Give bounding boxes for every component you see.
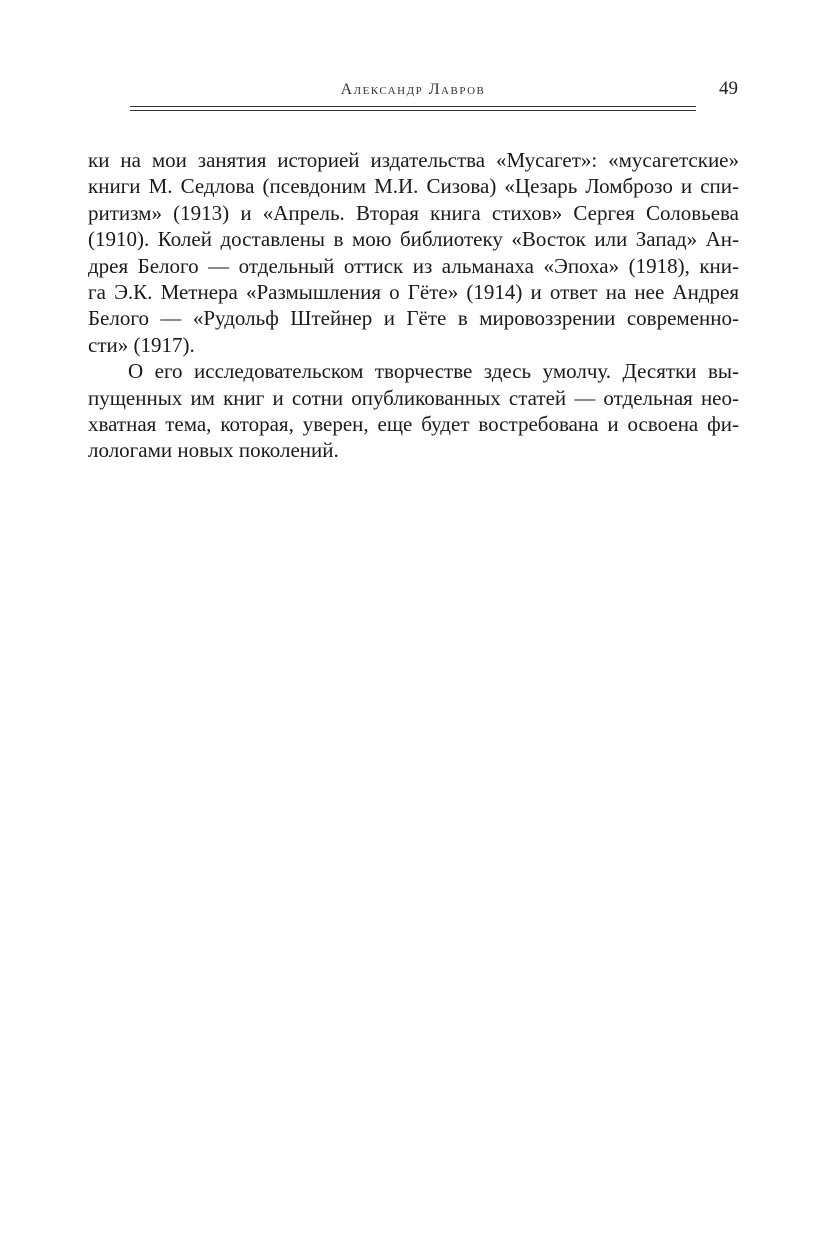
- text-line: лологами новых поколений.: [88, 438, 339, 463]
- text-line: (1910). Колей доставлены в мою библиотеку «Восток или Запад» Ан-: [88, 227, 739, 252]
- body-text: [88, 147, 739, 464]
- header-rule-top: [130, 106, 696, 107]
- text-line: ритизм» (1913) и «Апрель. Вторая книга стихов» Сергея Соловьева: [88, 200, 739, 225]
- text-line: Белого — «Рудольф Штейнер и Гёте в мировоззрении современно-: [88, 306, 739, 331]
- paragraph: [88, 358, 739, 464]
- text-line: га Э.К. Метнера «Размышления о Гёте» (1914) и ответ на нее Андрея: [88, 279, 739, 304]
- text-line: хватная тема, которая, уверен, еще будет востребована и освоена фи-: [88, 411, 739, 436]
- text-line: дрея Белого — отдельный оттиск из альманаха «Эпоха» (1918), кни-: [88, 253, 739, 278]
- paragraph: [88, 147, 739, 358]
- header-rule-bottom: [130, 110, 696, 111]
- text-line: ки на мои занятия историей издательства «Мусагет»: «мусагетские»: [88, 148, 739, 172]
- page-number: 49: [719, 78, 738, 99]
- text-line: книги М. Седлова (псевдоним М.И. Сизова) «Цезарь Ломброзо и спи-: [88, 174, 739, 199]
- text-line: О его исследовательском творчестве здесь умолчу. Десятки вы-: [128, 359, 739, 384]
- running-head: [0, 0, 827, 120]
- running-title: Александр Лавров: [340, 81, 486, 98]
- text-line: пущенных им книг и сотни опубликованных статей — отдельная нео-: [88, 385, 739, 410]
- text-line: сти» (1917).: [88, 332, 195, 357]
